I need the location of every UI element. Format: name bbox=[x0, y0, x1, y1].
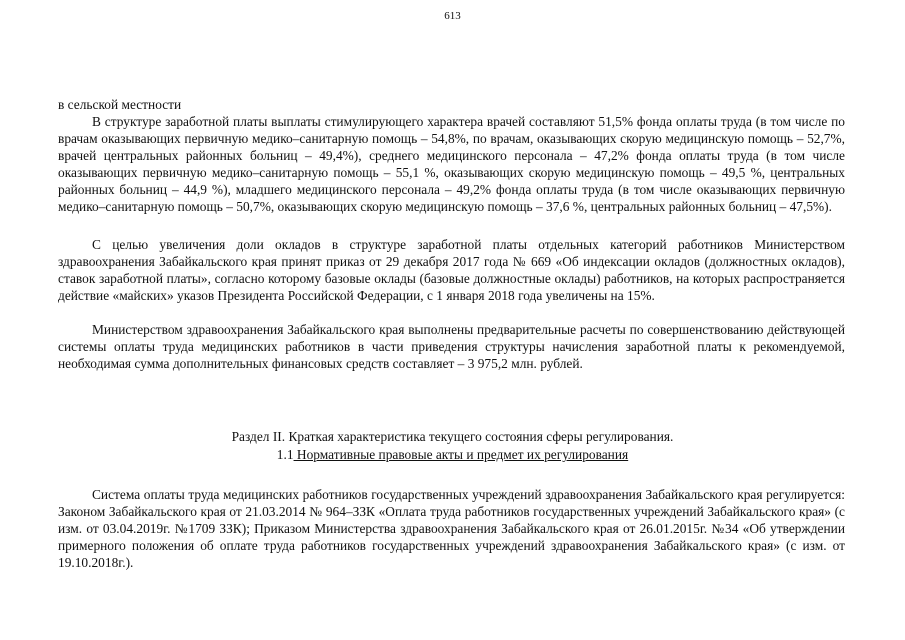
page-number: 613 bbox=[444, 10, 461, 22]
paragraph-preliminary-calculations: Министерством здравоохранения Забайкальского края выполнены предварительные расчеты по совершенствованию действующей системы оплаты труда медицинских работников в части приведения структуры начисления заработной платы к рекомендуемой, необходимая сумма дополнительных финансовых средств составляет – 3 975,2 млн. рублей. bbox=[58, 322, 845, 371]
text-fragment-rural: в сельской местности bbox=[58, 97, 182, 112]
subheading-title: Нормативные правовые акты и предмет их регулирования bbox=[293, 447, 629, 462]
section-subheading bbox=[0, 446, 905, 463]
subheading-number: 1.1 bbox=[276, 447, 294, 462]
paragraph-stimulating-payments: В структуре заработной платы выплаты стимулирующего характера врачей составляют 51,5% фонда оплаты труда (в том числе по врачам оказывающих первичную медико–санитарную помощь – 54,8%, по врачам, оказывающих скорую медицинскую помощь – 52,7%, врачей центральных районных больниц – 49,4%), среднего медицинского персонала – 47,2% фонда оплаты труда (в том числе оказывающих первичную медико–санитарную помощь – 55,1 %, оказывающих скорую медицинскую помощь – 49,5 %, центральных районных больниц – 44,9 %), младшего медицинского персонала – 49,2% фонда оплаты труда (в том числе оказывающих первичную медико–санитарную помощь – 50,7%, оказывающих скорую медицинскую помощь – 37,6 %, центральных районных больниц – 47,5%). bbox=[58, 114, 845, 214]
paragraph-pay-system-regulation: Система оплаты труда медицинских работников государственных учреждений здравоохранения Забайкальского края регулируется: Законом Забайкальского края от 21.03.2014 № 964–ЗЗК «Оплата труда работников государственных учреждений Забайкальского края» (с изм. от 03.04.2019г. №1709 ЗЗК); Приказом Министерства здравоохранения Забайкальского края от 26.01.2015г. №34 «Об утверждении примерного положения об оплате труда работников государственных учреждений здравоохранения Забайкальского края» (с изм. от 19.10.2018г.). bbox=[58, 487, 845, 570]
paragraph-salary-indexation: С целью увеличения доли окладов в структуре заработной платы отдельных категорий работников Министерством здравоохранения Забайкальского края принят приказ от 29 декабря 2017 года № 669 «Об индексации окладов (должностных окладов), ставок заработной платы», согласно которому базовые оклады (базовые должностные оклады) работников, на которых распространяется действие «майских» указов Президента Российской Федерации, с 1 января 2018 года увеличены на 15%. bbox=[58, 237, 845, 303]
section-heading: Раздел II. Краткая характеристика текущего состояния сферы регулирования. bbox=[231, 429, 674, 444]
